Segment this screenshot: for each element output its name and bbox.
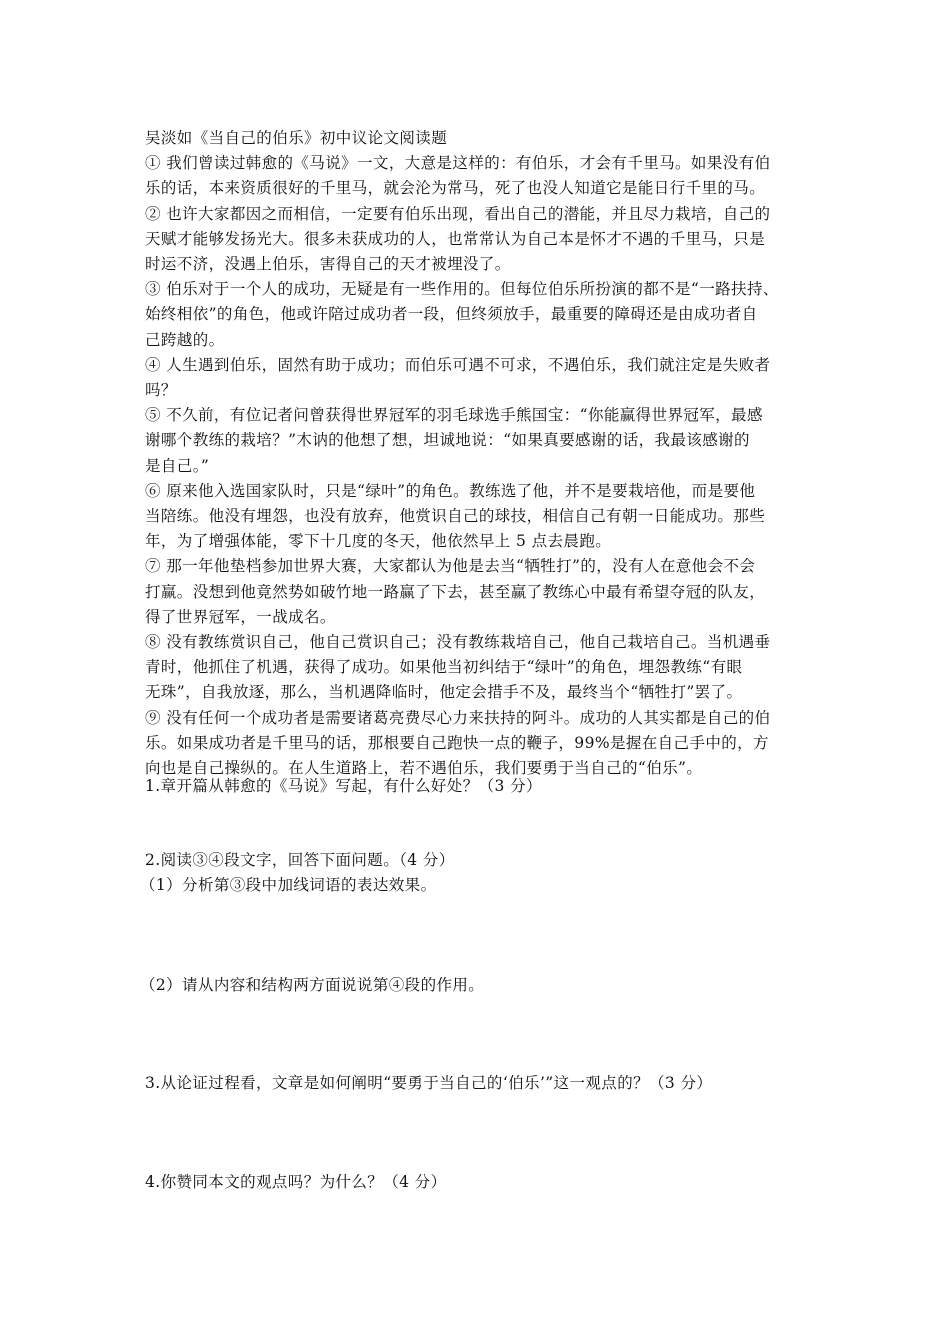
article-line: 年，为了增强体能，零下十几度的冬天，他依然早上 5 点去晨跑。 xyxy=(145,532,612,551)
article-line: ⑥ 原来他入选国家队时，只是“绿叶”的角色。教练选了他，并不是要栽培他，而是要他 xyxy=(145,481,756,500)
article-line: 向也是自己操纵的。在人生道路上，若不遇伯乐，我们要勇于当自己的“伯乐”。 xyxy=(145,759,703,778)
article-line: 谢哪个教练的栽培？”木讷的他想了想，坦诚地说：“如果真要感谢的话，我最该感谢的 xyxy=(145,431,750,450)
article-line: 吗？ xyxy=(145,381,177,400)
article-body xyxy=(145,151,825,781)
question-2-part-2: （2）请从内容和结构两方面说说第④段的作用。 xyxy=(140,976,485,994)
article-line: 天赋才能够发扬光大。很多未获成功的人，也常常认为自己本是怀才不遇的千里马，只是 xyxy=(145,229,766,248)
article-line: 得了世界冠军，一战成名。 xyxy=(145,607,336,626)
article-line: 当陪练。他没有埋怨，也没有放弃，他赏识自己的球技，相信自己有朝一日能成功。那些 xyxy=(145,507,766,526)
article-line: ⑨ 没有任何一个成功者是需要诸葛亮费尽心力来扶持的阿斗。成功的人其实都是自己的伯 xyxy=(145,708,771,727)
question-1: 1.章开篇从韩愈的《马说》写起，有什么好处？（3 分） xyxy=(145,777,542,795)
article-line: 是自己。” xyxy=(145,456,210,475)
question-3: 3.从论证过程看，文章是如何阐明“要勇于当自己的‘伯乐’”这一观点的？（3 分） xyxy=(145,1074,713,1092)
article-line: 打赢。没想到他竟然势如破竹地一路赢了下去，甚至赢了教练心中最有希望夺冠的队友， xyxy=(145,582,766,601)
question-2: 2.阅读③④段文字，回答下面问题。（4 分） xyxy=(145,851,455,869)
article-line: 乐的话，本来资质很好的千里马，就会沦为常马，死了也没人知道它是能日行千里的马。 xyxy=(145,179,766,198)
document-title: 吴淡如《当自己的伯乐》初中议论文阅读题 xyxy=(145,129,448,147)
article-line: 青时，他抓住了机遇，获得了成功。如果他当初纠结于“绿叶”的角色，埋怨教练“有眼 xyxy=(145,658,743,677)
article-line: 己跨越的。 xyxy=(145,330,225,349)
question-4: 4.你赞同本文的观点吗？为什么？（4 分） xyxy=(145,1173,447,1191)
question-2-part-1: （1）分析第③段中加线词语的表达效果。 xyxy=(140,876,437,894)
article-line: ① 我们曾读过韩愈的《马说》一文，大意是这样的：有伯乐，才会有千里马。如果没有伯 xyxy=(145,154,771,173)
article-line: 无珠”，自我放逐，那么，当机遇降临时，他定会措手不及，最终当个“牺牲打”罢了。 xyxy=(145,683,743,702)
document-page xyxy=(145,126,825,781)
article-line: 时运不济，没遇上伯乐，害得自己的天才被埋没了。 xyxy=(145,255,511,274)
article-line: ④ 人生遇到伯乐，固然有助于成功；而伯乐可遇不可求，不遇伯乐，我们就注定是失败者 xyxy=(145,355,771,374)
article-line: ② 也许大家都因之而相信，一定要有伯乐出现，看出自己的潜能，并且尽力栽培，自己的 xyxy=(145,204,771,223)
article-line: ⑤ 不久前，有位记者问曾获得世界冠军的羽毛球选手熊国宝：“你能赢得世界冠军，最感 xyxy=(145,406,763,425)
article-line: ⑦ 那一年他垫档参加世界大赛，大家都认为他是去当“牺牲打”的，没有人在意他会不会 xyxy=(145,557,756,576)
article-line: 始终相依”的角色，他或许陪过成功者一段，但终须放手，最重要的障碍还是由成功者自 xyxy=(145,305,758,324)
article-line: ⑧ 没有教练赏识自己，他自己赏识自己；没有教练栽培自己，他自己栽培自己。当机遇垂 xyxy=(145,633,771,652)
article-line: 乐。如果成功者是千里马的话，那根要自己跑快一点的鞭子，99%是握在自己手中的，方 xyxy=(145,733,769,752)
article-line: ③ 伯乐对于一个人的成功，无疑是有一些作用的。但每位伯乐所扮演的都不是“一路扶持、 xyxy=(145,280,779,299)
